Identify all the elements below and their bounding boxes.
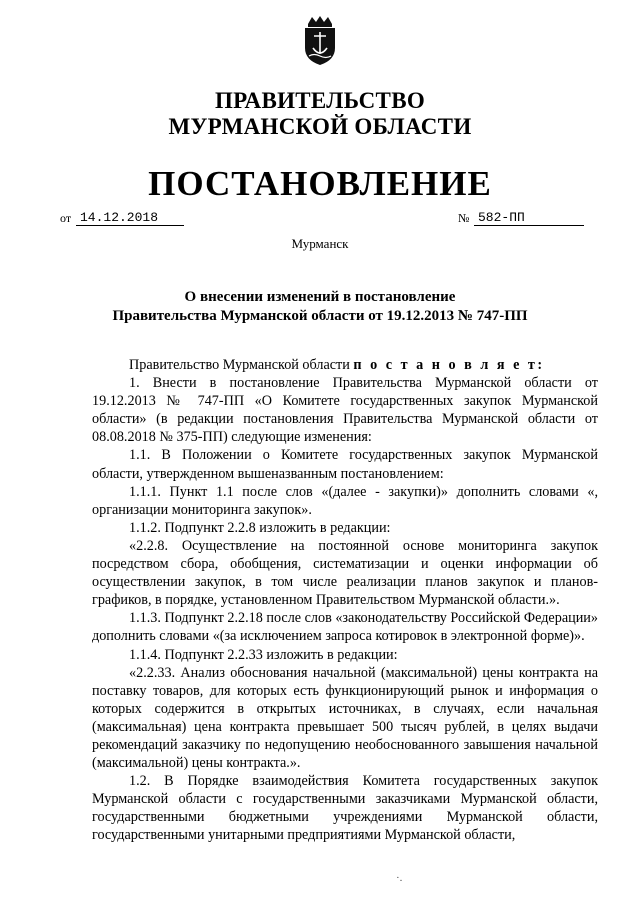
scan-mark: ·.	[396, 872, 403, 884]
paragraph-2-2-33-text: «2.2.33. Анализ обоснования начальной (максимальной) цены контракта на поставку товаров, для которых есть функционирующий рынок и информация о которых содержится в открытых источниках, в случаях, если начальная (максимальная) цена контракта превышает 500 тысяч рублей, в целях выдачи рекомендаций заказчику по недопущению необоснованного завышения начальной (максимальной) цены контракта.».	[92, 664, 598, 772]
intro-text: Правительство Мурманской области	[129, 357, 354, 373]
number-value: 582-ПП	[474, 210, 584, 226]
date-value: 14.12.2018	[76, 210, 184, 226]
city: Мурманск	[291, 236, 349, 251]
paragraph-1-1-2: 1.1.2. Подпункт 2.2.8 изложить в редакции:	[129, 519, 391, 536]
document-title	[0, 288, 640, 326]
document-body	[92, 356, 598, 845]
number-label: №	[458, 211, 470, 225]
title-line-1: О внесении изменений в постановление	[184, 289, 456, 305]
paragraph-1-1-4: 1.1.4. Подпункт 2.2.33 изложить в редакции:	[129, 646, 398, 663]
date-number-row	[60, 206, 585, 228]
organization-line-2: МУРМАНСКОЙ ОБЛАСТИ	[168, 114, 472, 139]
organization-name	[0, 88, 640, 140]
organization-line-1: ПРАВИТЕЛЬСТВО	[214, 88, 426, 113]
coat-of-arms-icon	[300, 14, 340, 66]
intro-paragraph	[92, 356, 598, 374]
paragraph-1-1: 1.1. В Положении о Комитете государственных закупок Мурманской области, утвержденном вышеназванным постановлением:	[92, 447, 598, 482]
intro-decree-word: п о с т а н о в л я е т:	[353, 357, 545, 373]
paragraph-1: 1. Внести в постановление Правительства Мурманской области от 19.12.2013 № 747-ПП «О Комитете государственных закупок Мурманской области» (в редакции постановления Правительства Мурманской области от 08.08.2018 № 375-ПП) следующие изменения:	[92, 375, 598, 446]
document-type: ПОСТАНОВЛЕНИЕ	[148, 164, 492, 203]
paragraph-2-2-8-text: «2.2.8. Осуществление на постоянной основе мониторинга закупок посредством сбора, обобщения, систематизации и оценки информации об осуществлении закупок, в том числе реализации планов закупок и планов-графиков, в порядке, установленном Правительством Мурманской области.».	[92, 537, 598, 609]
paragraph-1-1-1: 1.1.1. Пункт 1.1 после слов «(далее - закупки)» дополнить словами «, организации мониторинга закупок».	[92, 483, 598, 518]
title-line-2: Правительства Мурманской области от 19.12.2013 № 747-ПП	[112, 308, 528, 324]
paragraph-1-1-3: 1.1.3. Подпункт 2.2.18 после слов «законодательству Российской Федерации» дополнить словами «(за исключением запроса котировок в электронной форме)».	[92, 610, 598, 645]
date-label: от	[60, 211, 72, 225]
paragraph-1-2: 1.2. В Порядке взаимодействия Комитета государственных закупок Мурманской области с государственными заказчиками Мурманской области, государственными бюджетными учреждениями Мурманской области, государственными унитарными предприятиями Мурманской области,	[92, 773, 598, 844]
